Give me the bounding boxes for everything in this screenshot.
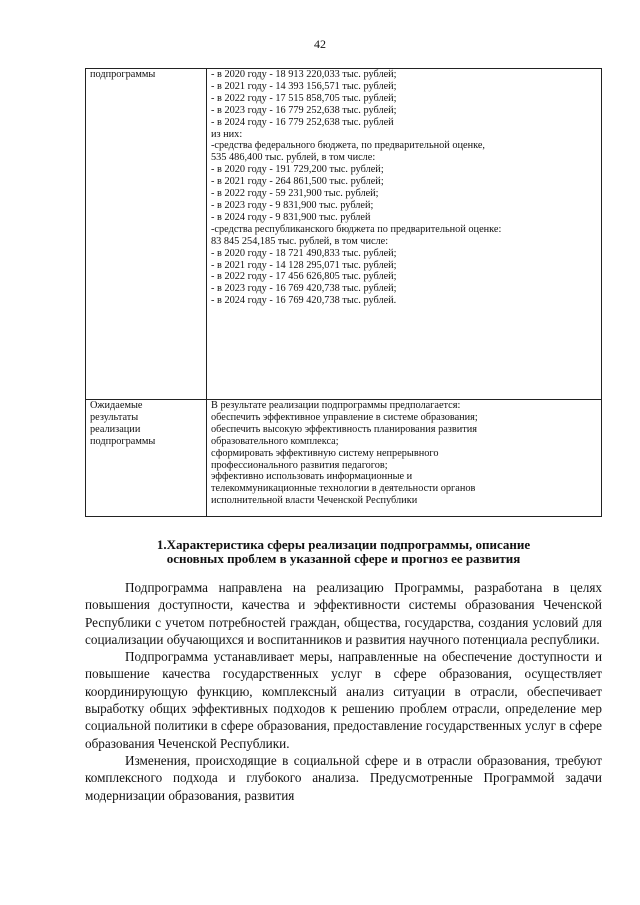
table-row-financing	[86, 69, 602, 400]
content-line: профессионального развития педагогов;	[211, 459, 388, 471]
content-line: - в 2021 году - 14 393 156,571 тыс. рублей;	[211, 80, 397, 92]
content-line: 83 845 254,185 тыс. рублей, в том числе:	[211, 235, 389, 247]
paragraph: Подпрограмма направлена на реализацию Программы, разработана в целях повышения доступности, качества и эффективности системы образования Чеченской Республики с учетом потребностей граждан, общества, государства, создания условий для социализации обучающихся и воспитанников и развития научного потенциала республики.	[85, 580, 602, 647]
row-label-line: результаты	[90, 411, 139, 423]
row-label-line: реализации	[90, 423, 141, 435]
row-content	[207, 69, 602, 400]
content-line: - в 2021 году - 264 861,500 тыс. рублей;	[211, 176, 384, 188]
content-line: - в 2022 году - 17 515 858,705 тыс. рублей;	[211, 92, 397, 104]
content-line: - в 2020 году - 18 721 490,833 тыс. рублей;	[211, 247, 397, 259]
row-label	[86, 400, 207, 517]
heading-line: основных проблем в указанной сфере и прогноз ее развития	[166, 551, 521, 566]
content-line: - в 2022 году - 17 456 626,805 тыс. рублей;	[211, 271, 397, 283]
row-label	[86, 69, 207, 400]
content-line: - в 2024 году - 16 779 252,638 тыс. рублей	[211, 116, 394, 128]
content-line: - в 2021 году - 14 128 295,071 тыс. рублей;	[211, 259, 397, 271]
passport-table	[85, 68, 602, 517]
content-line: - в 2020 году - 191 729,200 тыс. рублей;	[211, 164, 384, 176]
row-label-line: подпрограммы	[90, 435, 156, 447]
content-line: исполнительной власти Чеченской Республики	[211, 495, 418, 507]
paragraph: Изменения, происходящие в социальной сфере и в отрасли образования, требуют комплексного подхода и глубокого анализа. Предусмотренные Программой задачи модернизации образования, развития	[85, 752, 602, 803]
paragraph: Подпрограмма устанавливает меры, направленные на обеспечение доступности и повышение качества государственных услуг в сфере образования, осуществляет координирующую функцию, комплексный анализ ситуации в отрасли, обеспечивает выработку общих эффективных подходов к решению проблем отрасли, определение мер социальной политики в сфере образования, предоставление государственных услуг в сфере образования Чеченской Республики.	[85, 649, 602, 751]
content-line: обеспечить эффективное управление в системе образования;	[211, 411, 478, 423]
heading-line: 1.Характеристика сферы реализации подпрограммы, описание	[156, 537, 531, 552]
content-line: -средства федерального бюджета, по предварительной оценке,	[211, 140, 486, 152]
content-line: - в 2023 году - 9 831,900 тыс. рублей;	[211, 199, 374, 211]
content-line: обеспечить высокую эффективность планирования развития	[211, 423, 477, 435]
content-line: телекоммуникационные технологии в деятельности органов	[211, 483, 476, 495]
content-line: - в 2024 году - 16 769 420,738 тыс. рублей.	[211, 295, 397, 307]
content-line: из них:	[211, 128, 243, 140]
content-line: -средства республиканского бюджета по предварительной оценке:	[211, 223, 502, 235]
page-number: 42	[314, 37, 326, 51]
content-line: В результате реализации подпрограммы предполагается:	[211, 400, 461, 411]
content-line: - в 2022 году - 59 231,900 тыс. рублей;	[211, 188, 379, 200]
content-line: - в 2023 году - 16 769 420,738 тыс. рублей;	[211, 283, 397, 295]
table-row-expected-results	[86, 400, 602, 517]
row-label-line: Ожидаемые	[90, 400, 143, 411]
content-line: эффективно использовать информационные и	[211, 471, 413, 483]
content-line: 535 486,400 тыс. рублей, в том числе:	[211, 152, 376, 164]
content-line: сформировать эффективную систему непрерывного	[211, 447, 439, 459]
content-line: - в 2023 году - 16 779 252,638 тыс. рублей;	[211, 104, 397, 116]
row-label-line: подпрограммы	[90, 69, 156, 80]
content-line: - в 2024 году - 9 831,900 тыс. рублей	[211, 211, 371, 223]
content-line: - в 2020 году - 18 913 220,033 тыс. рублей;	[211, 69, 397, 80]
body-text	[85, 579, 602, 804]
content-line: образовательного комплекса;	[211, 435, 339, 447]
row-content	[207, 400, 602, 517]
section-heading	[85, 538, 602, 566]
